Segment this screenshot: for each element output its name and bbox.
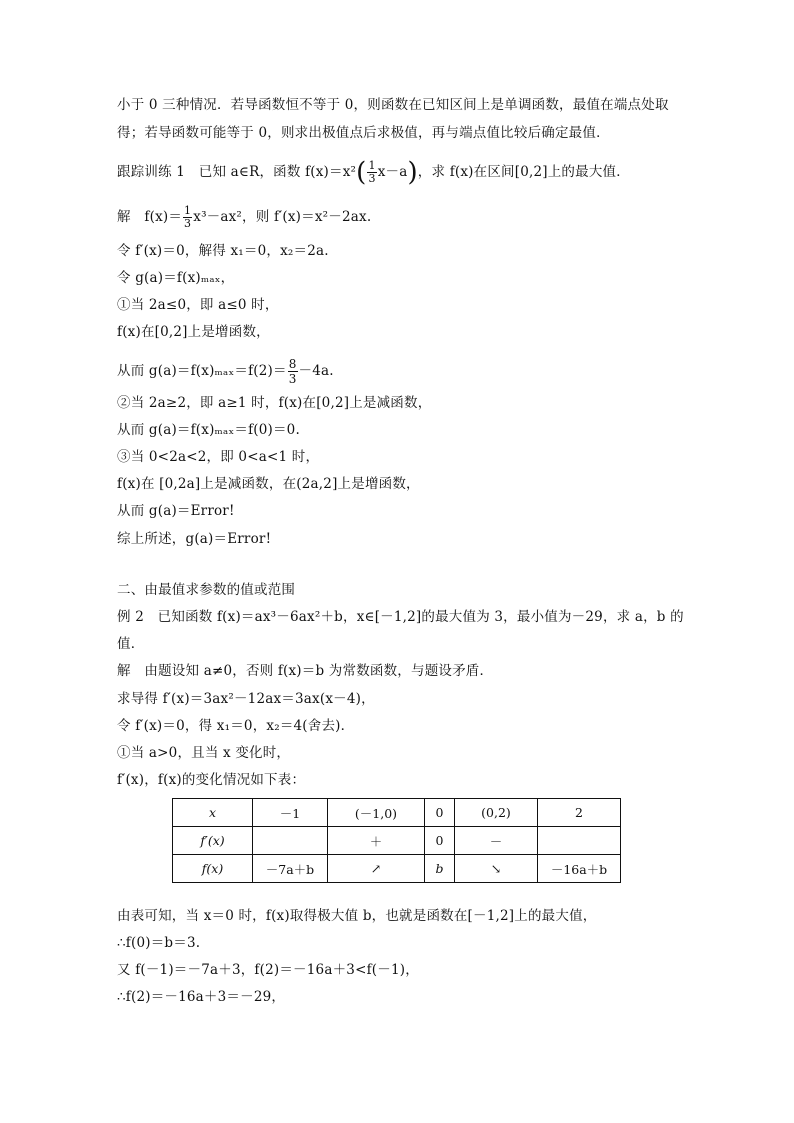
fraction xyxy=(367,160,376,185)
table-cell: ＋ xyxy=(328,827,425,855)
text-line: 例 2 已知函数 f(x)＝ax³－6ax²＋b，x∈[－1,2]的最大值为 3，最小值为－29，求 a，b 的 xyxy=(117,609,684,625)
table-cell: －7a＋b xyxy=(253,855,328,883)
text-line: 小于 0 三种情况．若导函数恒不等于 0，则函数在已知区间上是单调函数，最值在端点处取 xyxy=(117,97,669,113)
text-line: 解 由题设知 a≠0，否则 f(x)＝b 为常数函数，与题设矛盾． xyxy=(117,663,494,679)
solution-text: －4a. xyxy=(298,363,334,379)
text-line: 令 f′(x)＝0，解得 x₁＝0，x₂＝2a. xyxy=(117,243,329,259)
text-line: 综上所述，g(a)＝Error! xyxy=(117,531,272,547)
table-cell: －1 xyxy=(253,799,328,827)
exercise-text: 跟踪训练 1 已知 a∈R，函数 f(x)＝x² xyxy=(117,164,357,180)
table-cell xyxy=(538,827,621,855)
solution-line xyxy=(117,357,334,386)
text-line: f′(x)，f(x)的变化情况如下表： xyxy=(117,772,306,788)
table-cell: (0,2) xyxy=(455,799,538,827)
table-row xyxy=(173,827,621,855)
text-line: f(x)在[0,2]上是增函数， xyxy=(117,324,270,340)
text-line: ①当 a>0，且当 x 变化时， xyxy=(117,745,291,761)
text-line: 求导得 f′(x)＝3ax²－12ax＝3ax(x－4)， xyxy=(117,691,375,707)
fraction-numerator: 1 xyxy=(368,159,376,172)
table-cell: － xyxy=(455,827,538,855)
table-cell: f′(x) xyxy=(173,827,253,855)
table-cell: 0 xyxy=(425,799,455,827)
text-line: ①当 2a≤0，即 a≤0 时， xyxy=(117,297,279,313)
text-line: 值． xyxy=(117,636,145,652)
text-line: 得；若导函数可能等于 0，则求出极值点后求极值，再与端点值比较后确定最值． xyxy=(117,125,610,141)
table-cell: (－1,0) xyxy=(328,799,425,827)
fraction xyxy=(183,205,192,230)
table-cell: ↘ xyxy=(455,855,538,883)
table-cell: x xyxy=(173,799,253,827)
text-line: 又 f(－1)＝－7a＋3，f(2)＝－16a＋3<f(－1)， xyxy=(117,962,419,978)
text-line: 从而 g(a)＝Error! xyxy=(117,503,235,519)
fraction-numerator: 8 xyxy=(288,357,297,371)
table-cell xyxy=(253,827,328,855)
exercise-text: ，求 f(x)在区间[0,2]上的最大值． xyxy=(417,164,630,180)
fraction-denominator: 3 xyxy=(368,172,376,185)
exercise-text: x－a xyxy=(377,164,408,180)
exercise-line xyxy=(117,157,630,188)
table-row xyxy=(173,855,621,883)
solution-line xyxy=(117,205,371,230)
solution-text: x³－ax²，则 f′(x)＝x²－2ax. xyxy=(193,209,372,225)
text-line: 令 g(a)＝f(x)ₘₐₓ， xyxy=(117,270,235,286)
table-cell: －16a＋b xyxy=(538,855,621,883)
table-row xyxy=(173,799,621,827)
table-cell: ↗ xyxy=(328,855,425,883)
text-line: ②当 2a≥2，即 a≥1 时，f(x)在[0,2]上是减函数， xyxy=(117,395,432,411)
fraction-denominator: 3 xyxy=(184,217,192,230)
text-line: ∴f(2)＝－16a＋3＝－29， xyxy=(117,989,286,1005)
text-line: 由表可知，当 x＝0 时，f(x)取得极大值 b，也就是函数在[－1,2]上的最大值， xyxy=(117,908,597,924)
variation-table xyxy=(172,798,621,883)
solution-text: 解 f(x)＝ xyxy=(117,209,183,225)
fraction xyxy=(288,357,298,386)
text-line: ③当 0<2a<2，即 0<a<1 时， xyxy=(117,449,320,465)
solution-text: 从而 g(a)＝f(x)ₘₐₓ＝f(2)＝ xyxy=(117,363,287,379)
table-cell: f(x) xyxy=(173,855,253,883)
table-cell: 0 xyxy=(425,827,455,855)
section-heading: 二、由最值求参数的值或范围 xyxy=(117,582,296,598)
text-line: 令 f′(x)＝0，得 x₁＝0，x₂＝4(舍去)． xyxy=(117,718,355,734)
fraction-denominator: 3 xyxy=(288,372,297,386)
table-cell: 2 xyxy=(538,799,621,827)
text-line: f(x)在 [0,2a]上是减函数，在(2a,2]上是增函数， xyxy=(117,476,420,492)
right-paren: ) xyxy=(407,157,418,188)
table-cell: b xyxy=(425,855,455,883)
text-line: 从而 g(a)＝f(x)ₘₐₓ＝f(0)＝0. xyxy=(117,422,300,438)
left-paren: ( xyxy=(356,157,367,188)
fraction-numerator: 1 xyxy=(184,204,192,217)
text-line: ∴f(0)＝b＝3. xyxy=(117,935,201,951)
